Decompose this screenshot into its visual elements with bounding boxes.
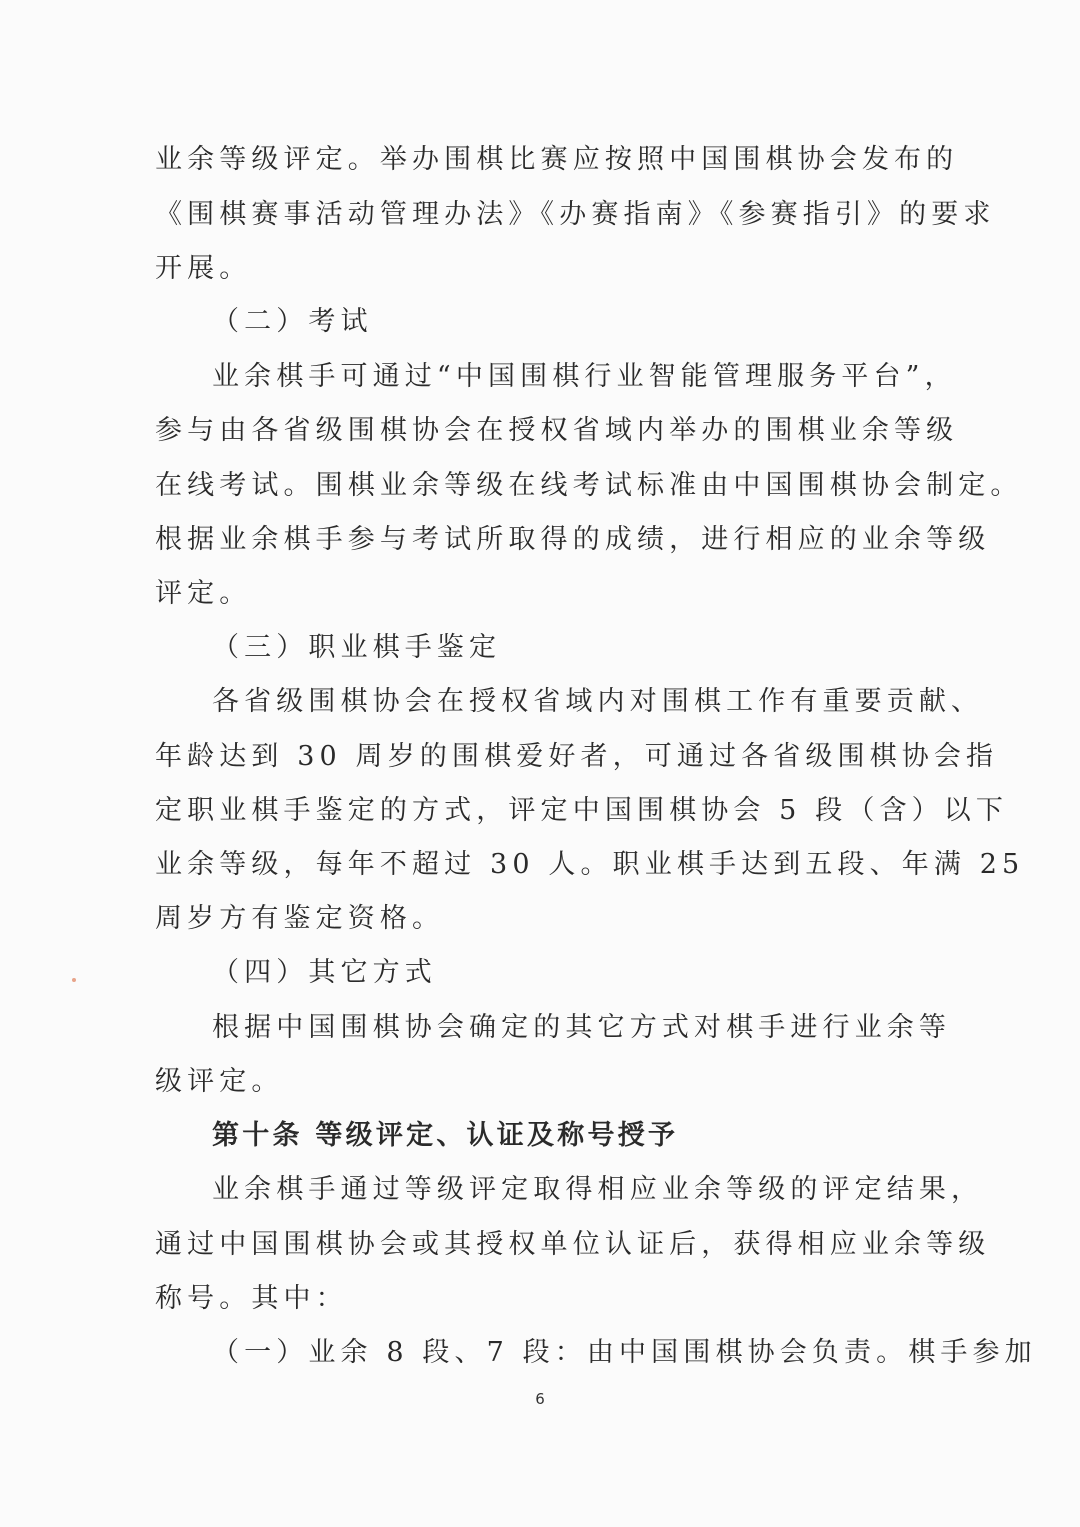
text-line: 称号。其中： bbox=[155, 1283, 348, 1314]
text-line: 《围棋赛事活动管理办法》《办赛指南》《参赛指引》的要求 bbox=[155, 199, 996, 230]
article-heading: 第十条 等级评定、认证及称号授予 bbox=[212, 1120, 679, 1151]
text-line: 根据中国围棋协会确定的其它方式对棋手进行业余等 bbox=[212, 1012, 951, 1043]
page-number: 6 bbox=[535, 1390, 545, 1408]
text-line: 根据业余棋手参与考试所取得的成绩，进行相应的业余等级 bbox=[155, 524, 991, 555]
text-line: 定职业棋手鉴定的方式，评定中国围棋协会 5 段（含）以下 bbox=[155, 795, 1008, 826]
text-line: 通过中国围棋协会或其授权单位认证后，获得相应业余等级 bbox=[155, 1229, 991, 1260]
text-line: 各省级围棋协会在授权省域内对围棋工作有重要贡献、 bbox=[212, 686, 984, 717]
text-line: 参与由各省级围棋协会在授权省域内举办的围棋业余等级 bbox=[155, 415, 959, 446]
section-heading: （三）职业棋手鉴定 bbox=[212, 632, 502, 663]
text-line: 级评定。 bbox=[155, 1066, 284, 1097]
text-line: （一）业余 8 段、7 段：由中国围棋协会负责。棋手参加 bbox=[212, 1337, 1037, 1368]
text-line: 评定。 bbox=[155, 578, 252, 609]
scan-speck bbox=[72, 978, 76, 982]
section-heading: （二）考试 bbox=[212, 306, 373, 337]
text-line: 周岁方有鉴定资格。 bbox=[155, 903, 445, 934]
text-line: 业余棋手通过等级评定取得相应业余等级的评定结果， bbox=[212, 1174, 984, 1205]
text-line: 年龄达到 30 周岁的围棋爱好者，可通过各省级围棋协会指 bbox=[155, 741, 999, 772]
text-line: 开展。 bbox=[155, 253, 252, 284]
section-heading: （四）其它方式 bbox=[212, 957, 437, 988]
text-line: 业余等级评定。举办围棋比赛应按照中国围棋协会发布的 bbox=[155, 144, 959, 175]
text-line: 业余棋手可通过“中国围棋行业智能管理服务平台”， bbox=[212, 361, 957, 392]
text-line: 在线考试。围棋业余等级在线考试标准由中国围棋协会制定。 bbox=[155, 470, 1023, 501]
text-line: 业余等级，每年不超过 30 人。职业棋手达到五段、年满 25 bbox=[155, 849, 1025, 880]
